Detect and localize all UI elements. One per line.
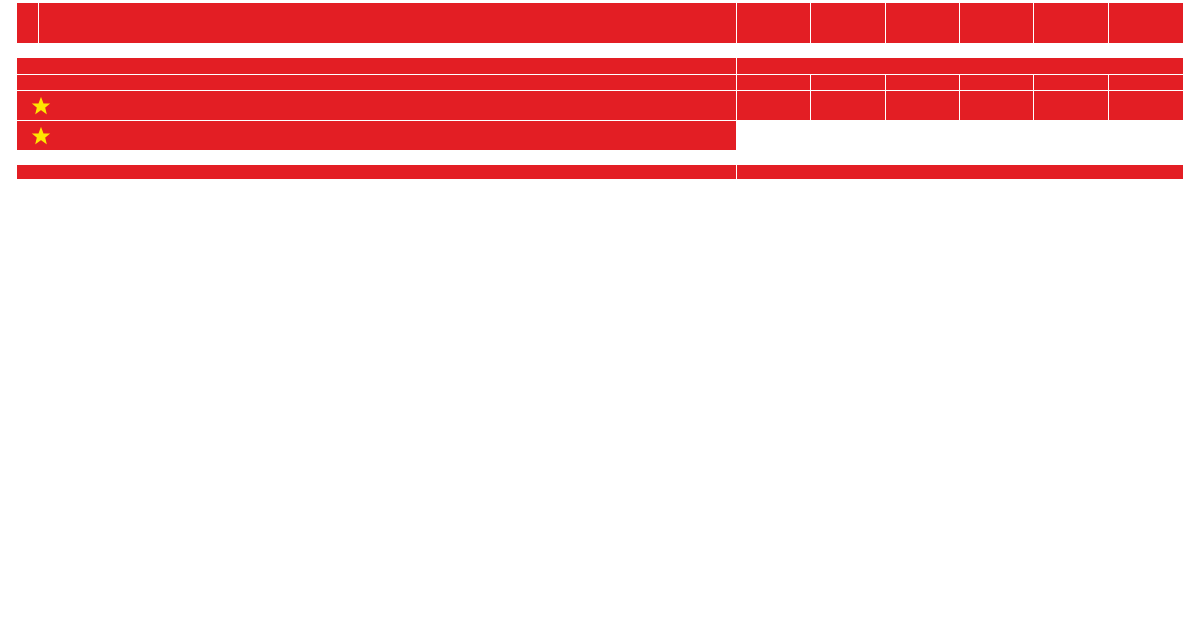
booster-value (1109, 91, 1183, 120)
annual-limit-value (737, 75, 811, 90)
outpatient-title-row (17, 58, 1183, 75)
booster-label (17, 91, 737, 120)
benefit-table (17, 3, 1183, 180)
star-icon (31, 126, 51, 146)
header-col-6 (1109, 3, 1183, 43)
table-header (17, 3, 1183, 44)
other-title-row (17, 165, 1183, 180)
booster-value (737, 91, 811, 120)
booster-value (886, 91, 960, 120)
booster-value (1034, 91, 1108, 120)
header-col-4 (960, 3, 1034, 43)
header-no (17, 3, 39, 43)
annual-limit-value (1034, 75, 1108, 90)
header-col-2 (811, 3, 885, 43)
booster-value (960, 91, 1034, 120)
annual-limit-value (1109, 75, 1183, 90)
outpatient-title (17, 58, 737, 74)
annual-limit-label (17, 75, 737, 90)
star-icon (31, 96, 51, 116)
saver-row (17, 121, 1183, 151)
header-col-1 (737, 3, 811, 43)
other-title (17, 165, 737, 179)
booster-value (811, 91, 885, 120)
header-col-3 (886, 3, 960, 43)
header-col-5 (1034, 3, 1108, 43)
annual-limit-row (17, 75, 1183, 91)
header-title (39, 3, 737, 43)
saver-label (17, 121, 737, 150)
booster-row (17, 91, 1183, 121)
annual-limit-value (886, 75, 960, 90)
annual-limit-value (811, 75, 885, 90)
annual-limit-value (960, 75, 1034, 90)
